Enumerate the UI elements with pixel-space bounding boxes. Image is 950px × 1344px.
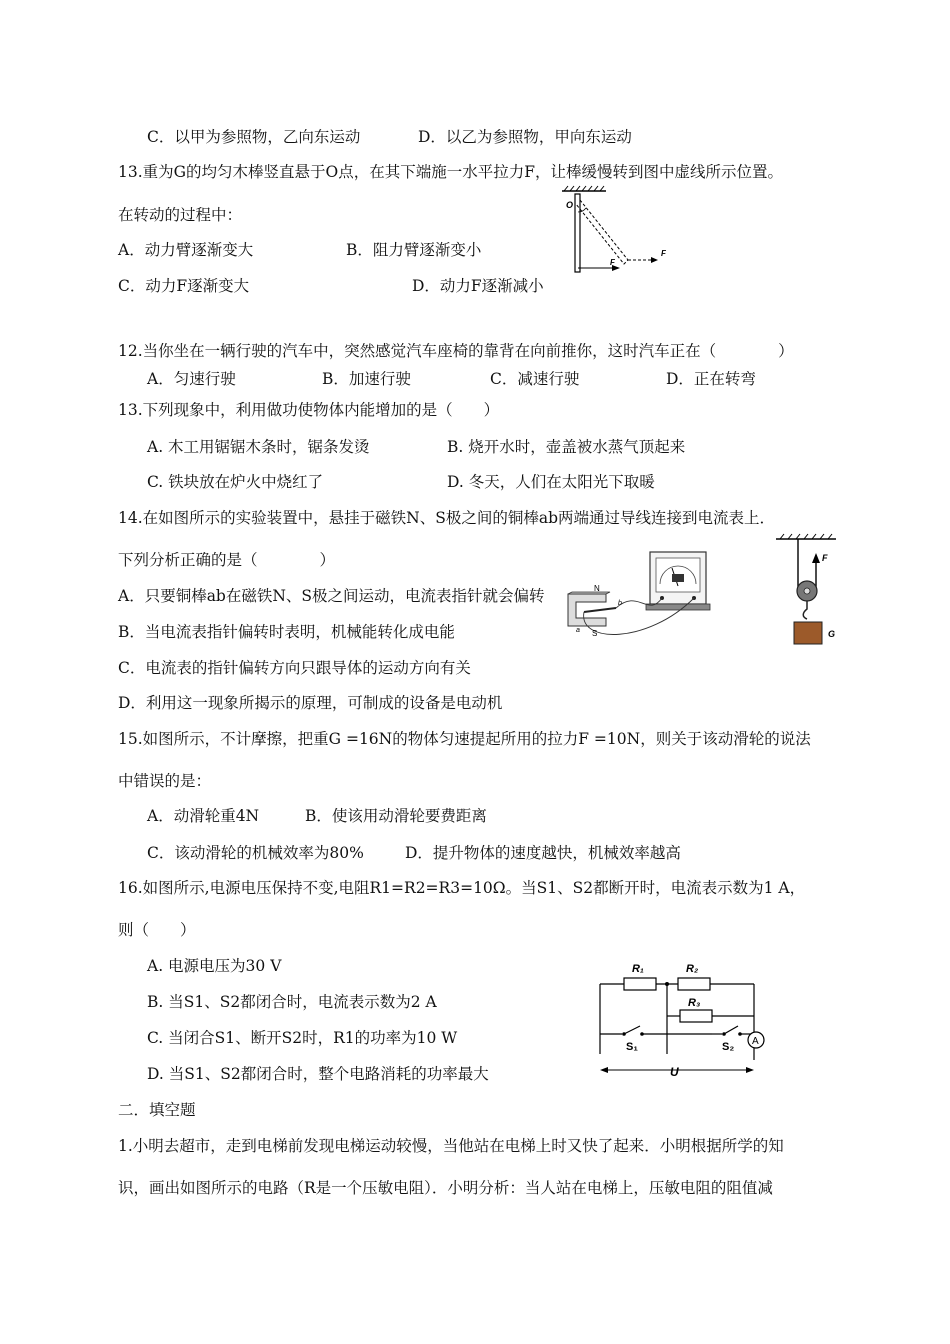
q15-stem-cont: 中错误的是： bbox=[118, 772, 212, 790]
circuit-figure bbox=[594, 954, 774, 1080]
q14-stem: 14.在如图所示的实验装置中，悬挂于磁铁N、S极之间的铜棒ab两端通过导线连接到电流表上． bbox=[118, 509, 775, 527]
q14-stem-cont: 下列分析正确的是（ ） bbox=[118, 551, 336, 569]
q13-stem-cont: 在转动的过程中： bbox=[118, 206, 243, 224]
magnet-south-label: S bbox=[592, 629, 598, 638]
rod-end-b-label: b bbox=[618, 600, 622, 607]
r2-label: R₂ bbox=[686, 963, 699, 975]
q15-stem: 15.如图所示，不计摩擦，把重G =16N的物体匀速提起所用的拉力F =10N，则关于该动滑轮的说法 bbox=[118, 730, 811, 748]
induction-figure bbox=[558, 548, 716, 648]
voltage-label: U bbox=[670, 1065, 679, 1079]
pulley-figure bbox=[772, 533, 842, 647]
q13b-option-d: D. 冬天，人们在太阳光下取暖 bbox=[447, 473, 655, 491]
lever-force-label-rotated: F bbox=[661, 249, 666, 258]
q16-stem-cont: 则（ ） bbox=[118, 921, 196, 939]
q12-option-c: C．以甲为参照物，乙向东运动 bbox=[147, 128, 361, 146]
q15-option-d: D．提升物体的速度越快，机械效率越高 bbox=[405, 844, 681, 862]
fill-q1-stem: 1.小明去超市，走到电梯前发现电梯运动较慢，当他站在电梯上时又快了起来．小明根据所学的知 bbox=[118, 1137, 784, 1155]
q13b-stem: 13.下列现象中，利用做功使物体内能增加的是（ ） bbox=[118, 401, 500, 419]
pulley-weight-label: G bbox=[828, 629, 836, 639]
q15-option-b: B．使该用动滑轮要费距离 bbox=[305, 807, 487, 825]
q14-option-a: A．只要铜棒ab在磁铁N、S极之间运动，电流表指针就会偏转 bbox=[118, 587, 545, 605]
q16-option-a: A. 电源电压为30 V bbox=[147, 957, 282, 975]
q13b-option-b: B. 烧开水时，壶盖被水蒸气顶起来 bbox=[447, 438, 686, 456]
q13-option-d: D．动力F逐渐减小 bbox=[412, 277, 544, 295]
lever-force-label-vertical: F bbox=[610, 258, 615, 267]
pulley-force-label: F bbox=[822, 553, 828, 563]
rod-end-a-label: a bbox=[576, 627, 580, 634]
q16-option-b: B. 当S1、S2都闭合时，电流表示数为2 A bbox=[147, 993, 437, 1011]
q12-option-d: D．以乙为参照物，甲向东运动 bbox=[418, 128, 632, 146]
q12b-option-c: C．减速行驶 bbox=[490, 370, 580, 388]
q16-option-d: D. 当S1、S2都闭合时，整个电路消耗的功率最大 bbox=[147, 1065, 489, 1083]
q12b-stem: 12.当你坐在一辆行驶的汽车中，突然感觉汽车座椅的靠背在向前推你，这时汽车正在（ ） bbox=[118, 342, 794, 360]
q13b-option-a: A. 木工用锯锯木条时，锯条发烫 bbox=[147, 438, 370, 456]
q15-option-a: A．动滑轮重4N bbox=[147, 807, 260, 825]
q13-stem: 13.重为G的均匀木棒竖直悬于O点，在其下端施一水平拉力F，让棒缓慢转到图中虚线所示位置。 bbox=[118, 163, 783, 181]
q14-option-b: B．当电流表指针偏转时表明，机械能转化成电能 bbox=[118, 623, 455, 641]
q12b-option-a: A．匀速行驶 bbox=[147, 370, 236, 388]
q15-option-c: C．该动滑轮的机械效率为80% bbox=[147, 844, 364, 862]
fill-q1-stem-cont: 识，画出如图所示的电路（R是一个压敏电阻）．小明分析：当人站在电梯上，压敏电阻的阻值减 bbox=[118, 1179, 773, 1197]
r1-label: R₁ bbox=[632, 963, 644, 975]
q14-option-c: C．电流表的指针偏转方向只跟导体的运动方向有关 bbox=[118, 659, 471, 677]
q12b-option-d: D．正在转弯 bbox=[666, 370, 756, 388]
s2-label: S₂ bbox=[722, 1041, 735, 1053]
q13-option-b: B．阻力臂逐渐变小 bbox=[346, 241, 482, 259]
lever-figure bbox=[556, 186, 676, 278]
q16-option-c: C. 当闭合S1、断开S2时，R1的功率为10 W bbox=[147, 1029, 458, 1047]
r3-label: R₃ bbox=[688, 997, 701, 1009]
pivot-label: O bbox=[566, 200, 574, 210]
q14-option-d: D．利用这一现象所揭示的原理，可制成的设备是电动机 bbox=[118, 694, 503, 712]
q13-option-c: C．动力F逐渐变大 bbox=[118, 277, 250, 295]
q13b-option-c: C. 铁块放在炉火中烧红了 bbox=[147, 473, 324, 491]
s1-label: S₁ bbox=[626, 1041, 638, 1053]
q13-option-a: A．动力臂逐渐变大 bbox=[118, 241, 254, 259]
section-heading-fill-in: 二．填空题 bbox=[118, 1101, 196, 1119]
q12b-option-b: B．加速行驶 bbox=[322, 370, 411, 388]
q16-stem: 16.如图所示,电源电压保持不变,电阻R1=R2=R3=10Ω。当S1、S2都断开时，电流表示数为1 A， bbox=[118, 879, 806, 897]
magnet-north-label: N bbox=[594, 584, 600, 593]
ammeter-label: A bbox=[752, 1036, 759, 1047]
